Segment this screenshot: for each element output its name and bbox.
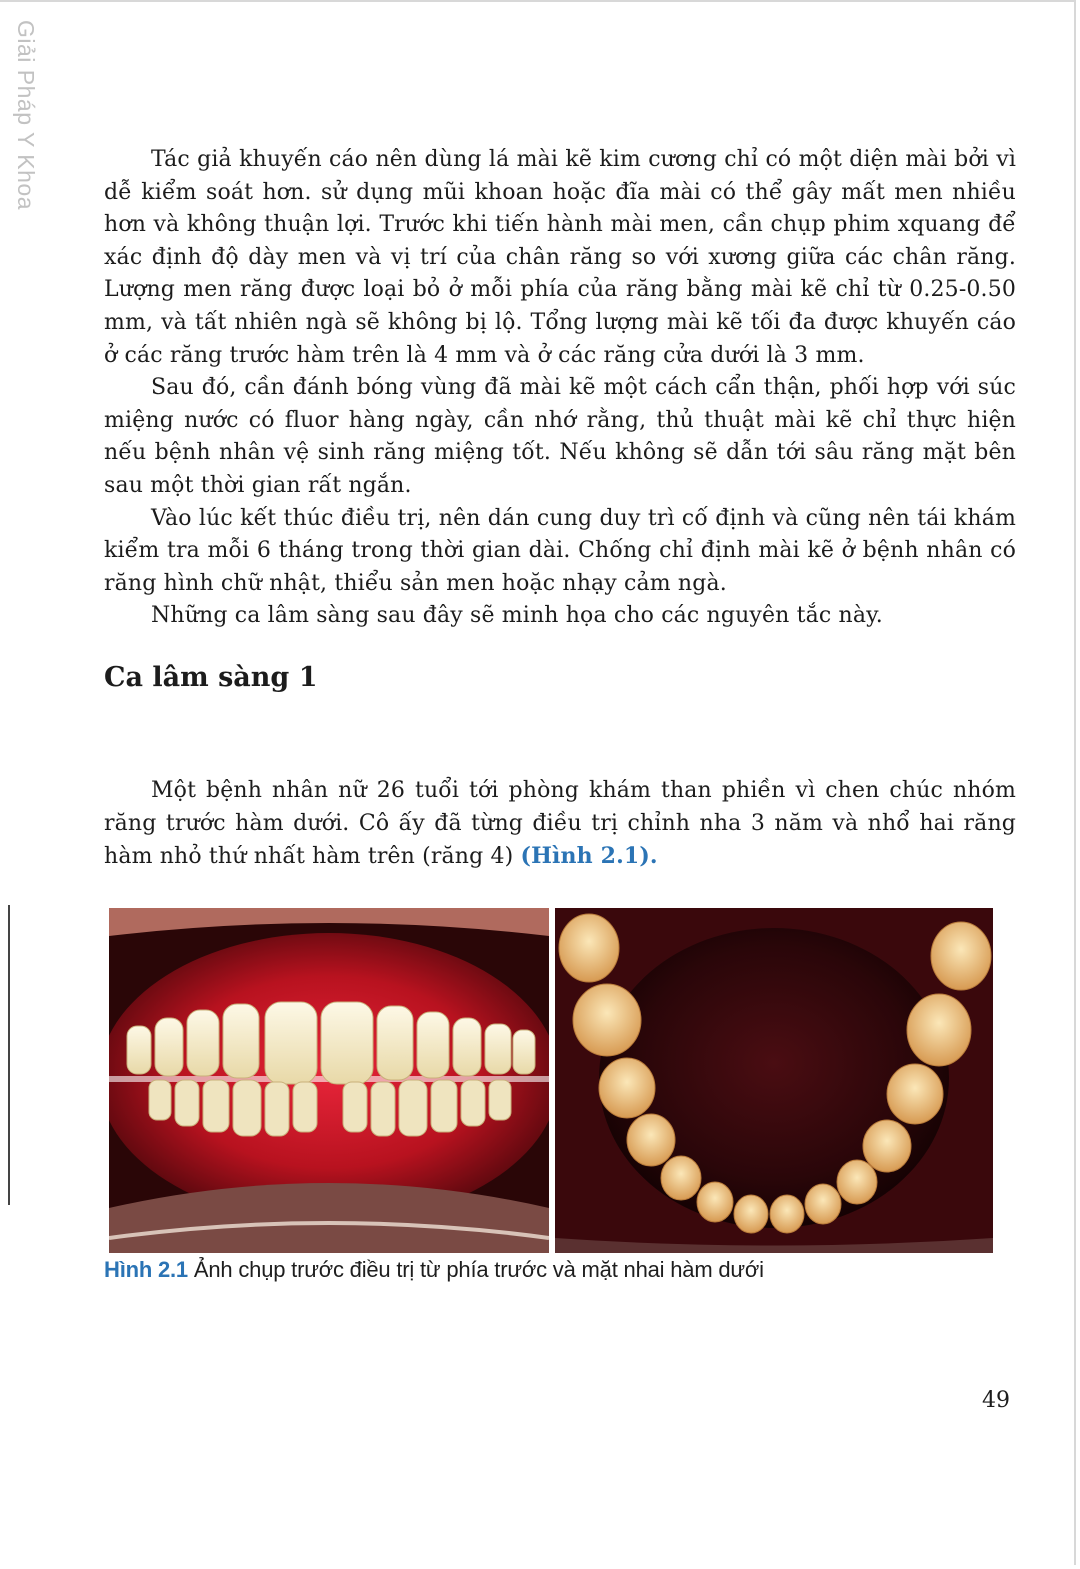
figure-2-1 [109,908,993,1253]
figure-reference-link[interactable]: (Hình 2.1). [520,843,658,870]
figure-caption [104,1253,1016,1287]
case-intro-text: Một bệnh nhân nữ 26 tuổi tới phòng khám than phiền vì chen chúc nhóm răng trước hàm dưới. Cô ấy đã từng điều trị chỉnh nha 3 năm và nhổ hai răng hàm nhỏ thứ nhất hàm trên (răng 4) [104,778,1016,870]
occlusal-lower-jaw-photo [555,908,993,1253]
case-intro-paragraph [104,775,1016,874]
paragraph: Những ca lâm sàng sau đây sẽ minh họa cho các nguyên tắc này. [151,603,883,629]
frontal-teeth-photo [109,908,549,1253]
body-text [104,144,1016,633]
scan-edge-mark [8,905,10,1205]
case-intro [104,775,1016,874]
occlusal-teeth-image [555,908,993,1253]
paragraph: Vào lúc kết thúc điều trị, nên dán cung duy trì cố định và cũng nên tái khám kiểm tra mỗi 6 tháng trong thời gian dài. Chống chỉ định mài kẽ ở bệnh nhân có răng hình chữ nhật, thiểu sản men hoặc nhạy cảm ngà. [104,505,1016,596]
watermark: Giải Pháp Y Khoa [13,20,39,211]
paragraph: Tác giả khuyến cáo nên dùng lá mài kẽ kim cương chỉ có một diện mài bởi vì dễ kiểm soát hơn. sử dụng mũi khoan hoặc đĩa mài có thể gây mất men nhiều hơn và không thuận lợi. Trước khi tiến hành mài men, cần chụp phim xquang để xác định độ dày men và vị trí của chân răng so với xương giữa các chân răng. Lượng men răng được loại bỏ ở mỗi phía của răng bằng mài kẽ chỉ từ 0.25-0.50 mm, và tất nhiên ngà sẽ không bị lộ. Tổng lượng mài kẽ tối đa được khuyến cáo ở các răng trước hàm trên là 4 mm và ở các răng cửa dưới là 3 mm. [104,147,1016,368]
section-heading: Ca lâm sàng 1 [104,662,318,693]
page-number: 49 [982,1388,1010,1413]
frontal-teeth-image [109,908,549,1253]
figure-caption-text: Ảnh chụp trước điều trị từ phía trước và mặt nhai hàm dưới [187,1257,764,1282]
paragraph: Sau đó, cần đánh bóng vùng đã mài kẽ một cách cẩn thận, phối hợp với súc miệng nước có fluor hàng ngày, cần nhớ rằng, thủ thuật mài kẽ chỉ thực hiện nếu bệnh nhân vệ sinh răng miệng tốt. Nếu không sẽ dẫn tới sâu răng mặt bên sau một thời gian rất ngắn. [104,375,1016,498]
figure-label: Hình 2.1 [104,1257,188,1282]
